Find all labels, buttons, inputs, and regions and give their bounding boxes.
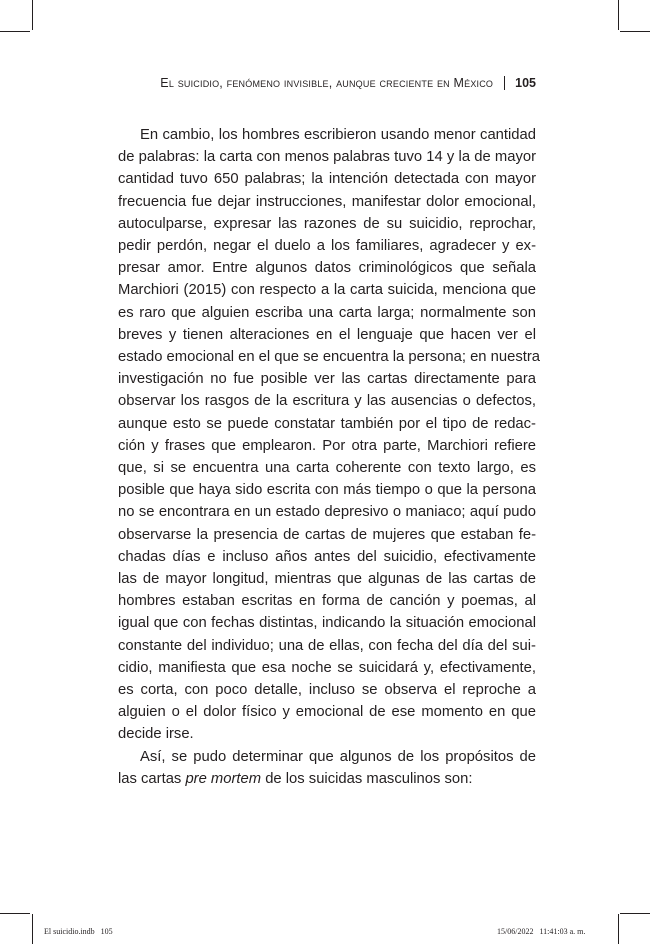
paragraph-1-line: observar los rasgos de la escritura y las ausencias o defectos, bbox=[118, 393, 536, 410]
paragraph-1-line: hombres estaban escritas en forma de canción y poemas, al bbox=[118, 593, 536, 610]
paragraph-1-line: chadas días e incluso años antes del suicidio, efectivamente bbox=[118, 548, 536, 565]
paragraph-1-line: aunque esto se puede constatar también por el tipo de redac- bbox=[118, 415, 536, 432]
paragraph-1-line: En cambio, los hombres escribieron usando menor cantidad bbox=[140, 127, 536, 143]
paragraph-1-line: frecuencia fue dejar instrucciones, manifestar dolor emocional, bbox=[118, 193, 536, 210]
footer-file-slug: El suicidio.indb 105 bbox=[44, 927, 113, 936]
paragraph-1-line: de palabras: la carta con menos palabras tuvo 14 y la de mayor bbox=[118, 149, 536, 166]
paragraph-1-line: es raro que alguien escriba una carta larga; normalmente son bbox=[118, 304, 536, 321]
paragraph-1-line: igual que con fechas distintas, indicando la situación emocional bbox=[118, 615, 536, 632]
italic-term: pre mortem bbox=[185, 770, 262, 787]
paragraph-2-line-2 bbox=[118, 768, 536, 790]
paragraph-1-line: pedir perdón, negar el duelo a los familiares, agradecer y ex- bbox=[118, 238, 536, 255]
running-title: El suicidio, fenómeno invisible, aunque creciente en México bbox=[160, 76, 494, 90]
paragraph-1-line: estado emocional en el que se encuentra la persona; en nuestra bbox=[118, 349, 541, 366]
paragraph-1-line: es corta, con poco detalle, incluso se observa el reproche a bbox=[118, 682, 536, 699]
body-text bbox=[118, 124, 541, 790]
footer-timestamp: 15/06/2022 11:41:03 a. m. bbox=[497, 927, 586, 936]
page-number: 105 bbox=[515, 76, 536, 90]
paragraph-1-line: posible que haya sido escrita con más tiempo o que la persona bbox=[118, 482, 536, 499]
paragraph-1-line: decide irse. bbox=[118, 726, 194, 743]
crop-mark-bottom-right-vertical bbox=[618, 914, 619, 944]
paragraph-1-line: observarse la presencia de cartas de mujeres que estaban fe- bbox=[118, 526, 536, 543]
header-divider bbox=[504, 76, 505, 90]
crop-mark-top-left-horizontal bbox=[0, 31, 30, 32]
paragraph-1-line: que, si se encuentra una carta coherente con texto largo, es bbox=[118, 460, 536, 477]
paragraph-1-line: cantidad tuvo 650 palabras; la intención detectada con mayor bbox=[118, 171, 536, 188]
running-header bbox=[118, 76, 536, 90]
crop-mark-bottom-left-horizontal bbox=[0, 913, 30, 914]
paragraph-2-text-a: las cartas bbox=[118, 770, 186, 787]
crop-mark-top-right-vertical bbox=[618, 0, 619, 30]
paragraph-1-line: ción y frases que emplearon. Por otra parte, Marchiori refiere bbox=[118, 437, 536, 454]
paragraph-2-line-1: Así, se pudo determinar que algunos de los propósitos de bbox=[140, 748, 536, 765]
paragraph-2 bbox=[118, 746, 536, 790]
paragraph-1-line: investigación no fue posible ver las cartas directamente para bbox=[118, 371, 536, 388]
paragraph-1-line: las de mayor longitud, mientras que algunas de las cartas de bbox=[118, 571, 536, 588]
paragraph-1-line: constante del individuo; una de ellas, con fecha del día del sui- bbox=[118, 637, 536, 654]
paragraph-1 bbox=[118, 124, 541, 746]
paragraph-2-text-b: de los suicidas masculinos son: bbox=[261, 770, 473, 787]
paragraph-1-line: cidio, manifiesta que esa noche se suicidará y, efectivamente, bbox=[118, 659, 536, 676]
paragraph-1-line: presar amor. Entre algunos datos criminológicos que señala bbox=[118, 260, 536, 277]
crop-mark-bottom-right-horizontal bbox=[620, 913, 650, 914]
paragraph-1-line: alguien o el dolor físico y emocional de ese momento en que bbox=[118, 704, 536, 721]
paragraph-1-line: breves y tienen alteraciones en el lenguaje que hacen ver el bbox=[118, 326, 536, 343]
paragraph-1-line: autoculparse, expresar las razones de su suicidio, reprochar, bbox=[118, 215, 536, 232]
crop-mark-bottom-left-vertical bbox=[32, 914, 33, 944]
crop-mark-top-left-vertical bbox=[32, 0, 33, 30]
crop-mark-top-right-horizontal bbox=[620, 31, 650, 32]
paragraph-1-line: no se encontrara en un estado depresivo o maniaco; aquí pudo bbox=[118, 504, 536, 521]
paragraph-1-line: Marchiori (2015) con respecto a la carta suicida, menciona que bbox=[118, 282, 536, 299]
